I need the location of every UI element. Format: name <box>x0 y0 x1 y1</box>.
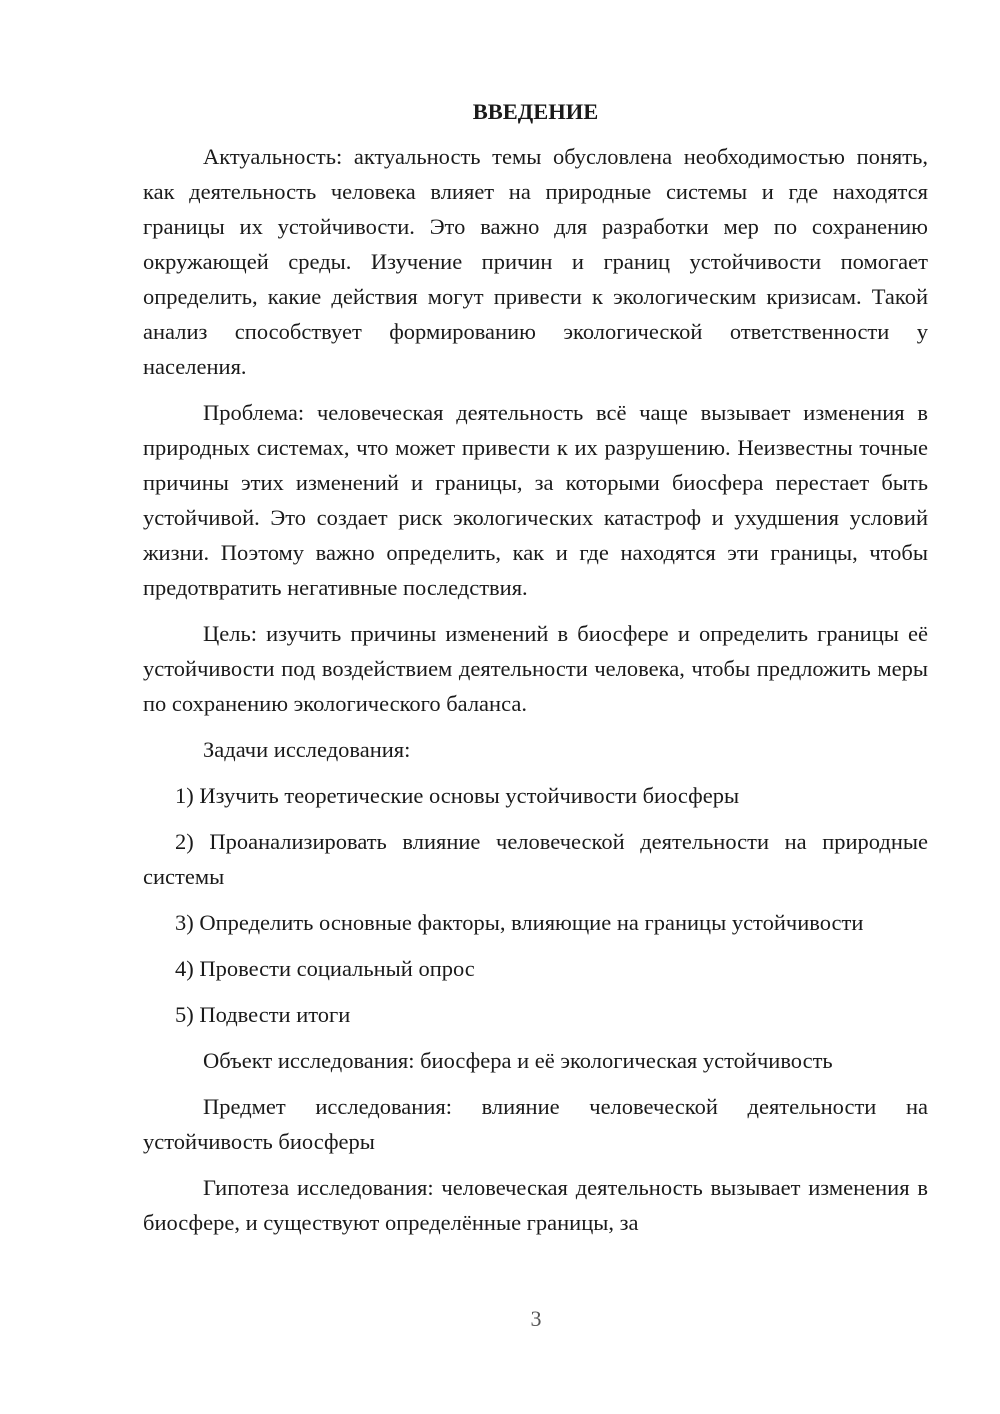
page-content <box>143 94 928 1251</box>
tasks-heading: Задачи исследования: <box>203 737 411 762</box>
task-item: 5) Подвести итоги <box>175 1002 351 1027</box>
task-item: 1) Изучить теоретические основы устойчивости биосферы <box>175 783 740 808</box>
page-number: 3 <box>530 1306 542 1331</box>
object-paragraph: Объект исследования: биосфера и её экологическая устойчивость <box>203 1048 833 1073</box>
task-item: 3) Определить основные факторы, влияющие на границы устойчивости <box>175 910 864 935</box>
problem-paragraph: Проблема: человеческая деятельность всё чаще вызывает изменения в природных системах, что может привести к их разрушению. Неизвестны точные причины этих изменений и границы, за которыми биосфера перестает быть устойчивой. Это создает риск экологических катастроф и ухудшения условий жизни. Поэтому важно определить, как и где находятся эти границы, чтобы предотвратить негативные последствия. <box>143 400 928 600</box>
relevance-paragraph: Актуальность: актуальность темы обусловлена необходимостью понять, как деятельность человека влияет на природные системы и где находятся границы их устойчивости. Это важно для разработки мер по сохранению окружающей среды. Изучение причин и границ устойчивости помогает определить, какие действия могут привести к экологическим кризисам. Такой анализ способствует формированию экологической ответственности у населения. <box>143 144 928 379</box>
section-heading: ВВЕДЕНИЕ <box>472 99 599 124</box>
task-item: 4) Провести социальный опрос <box>175 956 475 981</box>
hypothesis-paragraph: Гипотеза исследования: человеческая деятельность вызывает изменения в биосфере, и существуют определённые границы, за <box>143 1175 928 1235</box>
goal-paragraph: Цель: изучить причины изменений в биосфере и определить границы её устойчивости под воздействием деятельности человека, чтобы предложить меры по сохранению экологического баланса. <box>143 621 928 716</box>
task-item: 2) Проанализировать влияние человеческой деятельности на природные системы <box>143 829 928 889</box>
subject-paragraph: Предмет исследования: влияние человеческой деятельности на устойчивость биосферы <box>143 1094 928 1154</box>
